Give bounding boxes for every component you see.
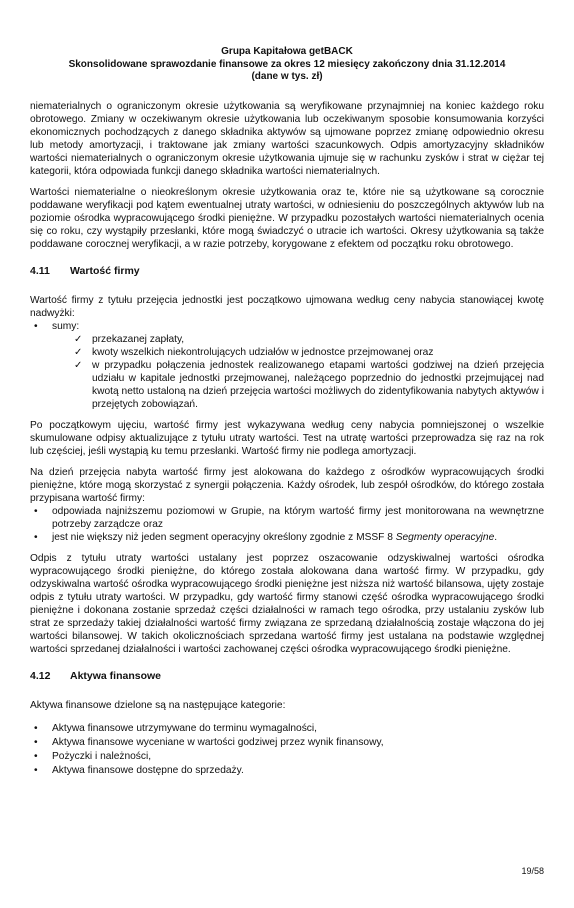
paragraph: Wartości niematerialne o nieokreślonym okresie użytkowania oraz te, które nie są użytkowane są corocznie poddawane weryfikacji pod kątem ewentualnej utraty wartości, w odniesieniu do poszczególnych aktywów lub na poziomie ośrodka wypracowującego środki pieniężne. W przypadku pozostałych wartości niematerialnych ocenia się co roku, czy wystąpiły przesłanki, które mogą świadczyć o utracie ich wartości. Okresy użytkowania są także poddawane corocznej weryfikacji, a w razie potrzeby, korygowane z efektem od początku roku obrotowego.: [30, 187, 544, 250]
financial-assets-categories: [30, 722, 544, 777]
section-heading-4-12: [30, 670, 544, 683]
header-company: Grupa Kapitałowa getBACK: [221, 46, 353, 57]
list-item: [30, 531, 544, 544]
list-item: • Pożyczki i należności,: [30, 750, 544, 763]
list-item: • Aktywa finansowe dostępne do sprzedaży.: [30, 764, 544, 777]
check-item: ✓ kwoty wszelkich niekontrolujących udziałów w jednostce przejmowanej oraz: [52, 346, 544, 359]
page-header: [0, 46, 574, 84]
list-item-emphasis: Segmenty operacyjne: [395, 532, 495, 543]
section-title: Wartość firmy: [70, 265, 140, 277]
header-report-title: Skonsolidowane sprawozdanie finansowe za okres 12 miesięcy zakończony dnia 31.12.2014: [68, 58, 506, 70]
check-item: ✓ w przypadku połączenia jednostek realizowanego etapami wartości godziwej na dzień przejęcia udziału w kapitale jednostki przejmowanej, należącego poprzednio do jednostki przejmującej nad kwotą netto ustaloną na dzień przejęcia wartości możliwych do zidentyfikowania nabytych aktywów i przejętych zobowiązań.: [52, 359, 544, 411]
list-item-text: sumy:: [52, 321, 80, 332]
list-item: • Aktywa finansowe utrzymywane do terminu wymagalności,: [30, 722, 544, 735]
paragraph: Wartość firmy z tytułu przejęcia jednostki jest początkowo ujmowana według ceny nabycia stanowiącej kwotę nadwyżki:: [30, 295, 544, 319]
page-content: [30, 100, 544, 785]
section-heading-4-11: [30, 265, 544, 278]
section-number: 4.11: [30, 265, 50, 277]
paragraph: Odpis z tytułu utraty wartości ustalany jest poprzez oszacowanie odzyskiwalnej wartości ośrodka wypracowującego środki pieniężne, do którego została alokowana dana wartość firmy. W przypadku, gdy odzyskiwalna wartość ośrodka wypracowującego środki pieniężne jest niższa niż wartość bilansowa, ujęty zostaje odpis z tytułu utraty wartości. W przypadku, gdy wartość firmy stanowi część ośrodka wypracowującego środki pieniężne i dokonana zostanie sprzedaż części działalności w ramach tego ośrodka, przy ustalaniu zysków lub strat ze sprzedaży takiej działalności wartość firmy związana ze sprzedaną działalnością zostaje włączona do jej wartości bilansowej. W takich okolicznościach sprzedana wartość firmy jest ustalana na podstawie względnej wartości sprzedanej działalności i wartości zachowanej części ośrodka wypracowującego środki pieniężne.: [30, 553, 544, 655]
section-title: Aktywa finansowe: [70, 670, 162, 682]
list-item: [30, 320, 544, 411]
cgu-bullet-list: [30, 505, 544, 544]
list-item: • Aktywa finansowe wyceniane w wartości godziwej przez wynik finansowy,: [30, 736, 544, 749]
check-item: ✓ przekazanej zapłaty,: [52, 333, 544, 346]
paragraph: Aktywa finansowe dzielone są na następujące kategorie:: [30, 700, 286, 711]
paragraph: niematerialnych o ograniczonym okresie użytkowania są weryfikowane przynajmniej na koniec każdego roku obrotowego. Zmiany w oczekiwanym okresie użytkowania lub oczekiwanym sposobie konsumowania korzyści ekonomicznych pochodzących z danego składnika aktywów są ujmowane poprzez zmianę odpowiednio okresu lub metody amortyzacji, i traktowane jak zmiany wartości szacunkowych. Odpis amortyzacyjny składników wartości niematerialnych o ograniczonym okresie użytkowania ujmuje się w rachunku zysków i strat w ciężar tej kategorii, która odpowiada funkcji danego składnika wartości niematerialnych.: [30, 101, 544, 177]
paragraph: Na dzień przejęcia nabyta wartość firmy jest alokowana do każdego z ośrodków wypracowujących środki pieniężne, które mogą skorzystać z synergii połączenia. Każdy ośrodek, lub zespół ośrodków, do którego została przypisana wartość firmy:: [30, 467, 544, 504]
header-currency-note: (dane w tys. zł): [251, 71, 323, 82]
paragraph: Po początkowym ujęciu, wartość firmy jest wykazywana według ceny nabycia pomniejszonej o wszelkie skumulowane odpisy aktualizujące z tytułu utraty wartości. Test na utratę wartości przeprowadza się raz na rok lub częściej, jeśli wystąpią ku temu przesłanki. Wartość firmy nie podlega amortyzacji.: [30, 420, 544, 457]
list-item-text-end: .: [494, 532, 498, 543]
section-number: 4.12: [30, 670, 51, 682]
checkmark-list: [52, 333, 544, 411]
page-number: 19/58: [521, 866, 544, 876]
list-item: • odpowiada najniższemu poziomowi w Grupie, na którym wartość firmy jest monitorowana na wewnętrzne potrzeby zarządcze oraz: [30, 505, 544, 531]
list-item-text: jest nie większy niż jeden segment operacyjny określony zgodnie z MSSF 8: [52, 532, 396, 543]
goodwill-bullet-list: [30, 320, 544, 411]
